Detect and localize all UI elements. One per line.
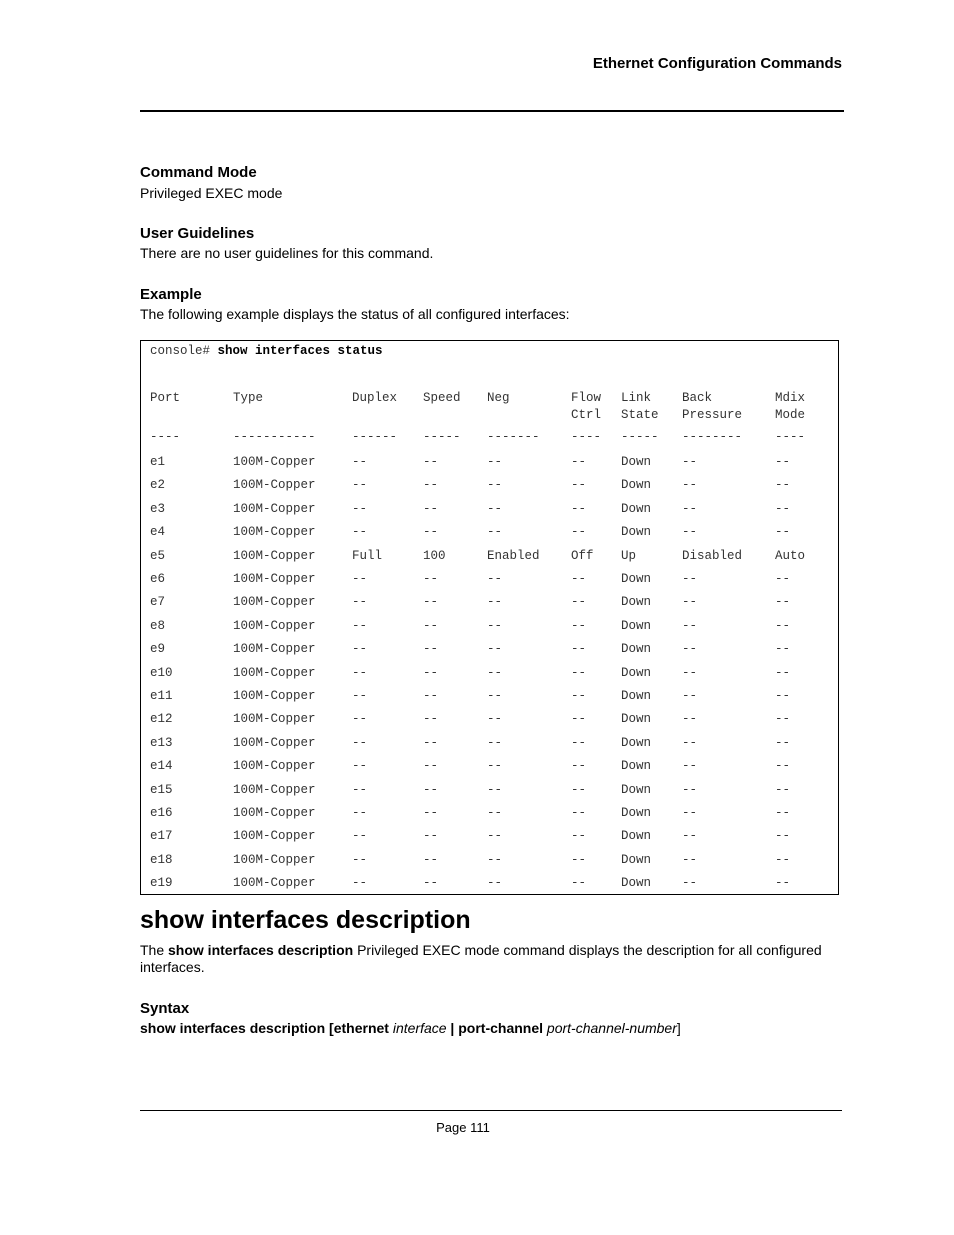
table-row-18-flow-ctrl: -- xyxy=(571,853,587,867)
table-row-18-back-pressure: -- xyxy=(682,853,698,867)
table-row-11-port: e11 xyxy=(150,689,173,703)
command-mode-text: Privileged EXEC mode xyxy=(140,185,283,201)
table-row-4-neg: -- xyxy=(487,525,503,539)
syntax-keyword: show interfaces description [ethernet xyxy=(140,1020,393,1036)
table-row-19-neg: -- xyxy=(487,876,503,890)
table-row-12-mdix-mode: -- xyxy=(775,712,791,726)
table-row-16-type: 100M-Copper xyxy=(233,806,316,820)
table-row-12-speed: -- xyxy=(423,712,439,726)
table-row-18-port: e18 xyxy=(150,853,173,867)
table-row-9-flow-ctrl: -- xyxy=(571,642,587,656)
table-row-19-flow-ctrl: -- xyxy=(571,876,587,890)
table-row-14-neg: -- xyxy=(487,759,503,773)
table-row-5-speed: 100 xyxy=(423,549,446,563)
table-row-7-speed: -- xyxy=(423,595,439,609)
table-row-15-back-pressure: -- xyxy=(682,783,698,797)
table-row-7-back-pressure: -- xyxy=(682,595,698,609)
header-line1-duplex: Duplex xyxy=(352,391,398,405)
user-guidelines-text: There are no user guidelines for this command. xyxy=(140,245,434,261)
page-number: Page 111 xyxy=(436,1120,490,1135)
table-row-3-neg: -- xyxy=(487,502,503,516)
table-row-2-neg: -- xyxy=(487,478,503,492)
table-row-8-duplex: -- xyxy=(352,619,368,633)
example-text: The following example displays the status of all configured interfaces: xyxy=(140,306,570,322)
table-row-15-mdix-mode: -- xyxy=(775,783,791,797)
command-line xyxy=(150,344,383,358)
table-row-15-link-state: Down xyxy=(621,783,652,797)
user-guidelines-heading: User Guidelines xyxy=(140,225,255,242)
header-line2-back-pressure: Pressure xyxy=(682,408,743,422)
table-row-10-neg: -- xyxy=(487,666,503,680)
table-row-9-neg: -- xyxy=(487,642,503,656)
separator-mdix-mode: ---- xyxy=(775,430,806,444)
table-row-3-flow-ctrl: -- xyxy=(571,502,587,516)
table-row-7-link-state: Down xyxy=(621,595,652,609)
table-row-19-link-state: Down xyxy=(621,876,652,890)
table-row-12-back-pressure: -- xyxy=(682,712,698,726)
table-row-6-type: 100M-Copper xyxy=(233,572,316,586)
table-row-12-flow-ctrl: -- xyxy=(571,712,587,726)
table-row-16-link-state: Down xyxy=(621,806,652,820)
table-row-19-speed: -- xyxy=(423,876,439,890)
table-row-6-speed: -- xyxy=(423,572,439,586)
table-row-14-link-state: Down xyxy=(621,759,652,773)
table-row-17-mdix-mode: -- xyxy=(775,829,791,843)
table-row-19-type: 100M-Copper xyxy=(233,876,316,890)
table-row-10-mdix-mode: -- xyxy=(775,666,791,680)
section-description xyxy=(140,942,840,976)
table-row-8-neg: -- xyxy=(487,619,503,633)
table-row-10-port: e10 xyxy=(150,666,173,680)
table-row-1-flow-ctrl: -- xyxy=(571,455,587,469)
table-row-17-duplex: -- xyxy=(352,829,368,843)
table-row-14-type: 100M-Copper xyxy=(233,759,316,773)
table-row-11-back-pressure: -- xyxy=(682,689,698,703)
table-row-6-duplex: -- xyxy=(352,572,368,586)
table-row-13-type: 100M-Copper xyxy=(233,736,316,750)
table-row-18-speed: -- xyxy=(423,853,439,867)
table-row-13-mdix-mode: -- xyxy=(775,736,791,750)
table-row-6-flow-ctrl: -- xyxy=(571,572,587,586)
table-row-9-type: 100M-Copper xyxy=(233,642,316,656)
table-row-13-speed: -- xyxy=(423,736,439,750)
table-row-3-port: e3 xyxy=(150,502,166,516)
command-mode-heading: Command Mode xyxy=(140,164,257,181)
table-row-14-mdix-mode: -- xyxy=(775,759,791,773)
table-row-1-port: e1 xyxy=(150,455,166,469)
table-row-6-back-pressure: -- xyxy=(682,572,698,586)
syntax-separator: | xyxy=(446,1020,459,1036)
table-row-4-back-pressure: -- xyxy=(682,525,698,539)
table-row-13-duplex: -- xyxy=(352,736,368,750)
table-row-14-speed: -- xyxy=(423,759,439,773)
running-header: Ethernet Configuration Commands xyxy=(592,55,842,72)
table-row-4-speed: -- xyxy=(423,525,439,539)
code-example-box xyxy=(140,340,839,895)
table-row-14-port: e14 xyxy=(150,759,173,773)
table-row-18-neg: -- xyxy=(487,853,503,867)
desc-prefix: The xyxy=(140,942,169,958)
table-row-15-flow-ctrl: -- xyxy=(571,783,587,797)
header-line1-type: Type xyxy=(233,391,264,405)
table-row-8-mdix-mode: -- xyxy=(775,619,791,633)
table-row-10-back-pressure: -- xyxy=(682,666,698,680)
separator-link-state: ----- xyxy=(621,430,659,444)
table-row-5-duplex: Full xyxy=(352,549,383,563)
header-line1-neg: Neg xyxy=(487,391,510,405)
table-row-5-type: 100M-Copper xyxy=(233,549,316,563)
separator-duplex: ------ xyxy=(352,430,398,444)
section-title: show interfaces description xyxy=(140,906,471,934)
table-row-2-mdix-mode: -- xyxy=(775,478,791,492)
table-row-19-mdix-mode: -- xyxy=(775,876,791,890)
table-row-4-link-state: Down xyxy=(621,525,652,539)
table-row-2-type: 100M-Copper xyxy=(233,478,316,492)
syntax-close-bracket: ] xyxy=(676,1020,681,1036)
table-row-9-link-state: Down xyxy=(621,642,652,656)
table-row-3-duplex: -- xyxy=(352,502,368,516)
table-row-16-neg: -- xyxy=(487,806,503,820)
table-row-4-mdix-mode: -- xyxy=(775,525,791,539)
table-row-13-port: e13 xyxy=(150,736,173,750)
table-row-17-back-pressure: -- xyxy=(682,829,698,843)
table-row-14-flow-ctrl: -- xyxy=(571,759,587,773)
table-row-6-link-state: Down xyxy=(621,572,652,586)
table-row-4-duplex: -- xyxy=(352,525,368,539)
table-row-6-mdix-mode: -- xyxy=(775,572,791,586)
table-row-16-mdix-mode: -- xyxy=(775,806,791,820)
table-row-17-link-state: Down xyxy=(621,829,652,843)
separator-neg: ------- xyxy=(487,430,540,444)
table-row-18-link-state: Down xyxy=(621,853,652,867)
table-row-13-link-state: Down xyxy=(621,736,652,750)
table-row-11-neg: -- xyxy=(487,689,503,703)
header-line1-port: Port xyxy=(150,391,181,405)
table-row-16-back-pressure: -- xyxy=(682,806,698,820)
table-row-7-neg: -- xyxy=(487,595,503,609)
table-row-16-port: e16 xyxy=(150,806,173,820)
table-row-4-port: e4 xyxy=(150,525,166,539)
table-row-8-flow-ctrl: -- xyxy=(571,619,587,633)
table-row-2-back-pressure: -- xyxy=(682,478,698,492)
table-row-19-back-pressure: -- xyxy=(682,876,698,890)
table-row-5-neg: Enabled xyxy=(487,549,540,563)
table-row-16-speed: -- xyxy=(423,806,439,820)
table-row-19-duplex: -- xyxy=(352,876,368,890)
table-row-10-duplex: -- xyxy=(352,666,368,680)
footer-divider xyxy=(140,1110,842,1111)
table-row-2-flow-ctrl: -- xyxy=(571,478,587,492)
table-row-2-duplex: -- xyxy=(352,478,368,492)
table-row-9-back-pressure: -- xyxy=(682,642,698,656)
table-row-18-mdix-mode: -- xyxy=(775,853,791,867)
table-row-8-link-state: Down xyxy=(621,619,652,633)
table-row-3-type: 100M-Copper xyxy=(233,502,316,516)
table-row-6-neg: -- xyxy=(487,572,503,586)
command-text: show interfaces status xyxy=(217,344,383,358)
table-row-9-port: e9 xyxy=(150,642,166,656)
table-row-7-flow-ctrl: -- xyxy=(571,595,587,609)
table-row-1-back-pressure: -- xyxy=(682,455,698,469)
table-row-3-link-state: Down xyxy=(621,502,652,516)
table-row-4-flow-ctrl: -- xyxy=(571,525,587,539)
table-row-2-link-state: Down xyxy=(621,478,652,492)
table-row-19-port: e19 xyxy=(150,876,173,890)
syntax-param-port-channel-number: port-channel-number xyxy=(546,1020,677,1036)
table-row-1-neg: -- xyxy=(487,455,503,469)
syntax-keyword-port-channel: port-channel xyxy=(458,1020,547,1036)
header-line1-link-state: Link xyxy=(621,391,652,405)
table-row-10-link-state: Down xyxy=(621,666,652,680)
table-row-5-link-state: Up xyxy=(621,549,637,563)
table-row-12-duplex: -- xyxy=(352,712,368,726)
separator-flow-ctrl: ---- xyxy=(571,430,602,444)
table-row-12-neg: -- xyxy=(487,712,503,726)
header-line1-back-pressure: Back xyxy=(682,391,713,405)
table-row-10-type: 100M-Copper xyxy=(233,666,316,680)
table-row-15-type: 100M-Copper xyxy=(233,783,316,797)
table-row-5-flow-ctrl: Off xyxy=(571,549,594,563)
table-row-18-type: 100M-Copper xyxy=(233,853,316,867)
table-row-11-speed: -- xyxy=(423,689,439,703)
table-row-6-port: e6 xyxy=(150,572,166,586)
table-row-17-port: e17 xyxy=(150,829,173,843)
table-row-14-duplex: -- xyxy=(352,759,368,773)
table-row-5-back-pressure: Disabled xyxy=(682,549,743,563)
header-line1-speed: Speed xyxy=(423,391,461,405)
table-row-11-duplex: -- xyxy=(352,689,368,703)
table-row-13-flow-ctrl: -- xyxy=(571,736,587,750)
table-row-1-type: 100M-Copper xyxy=(233,455,316,469)
table-row-18-duplex: -- xyxy=(352,853,368,867)
syntax-line xyxy=(140,1020,681,1036)
table-row-2-port: e2 xyxy=(150,478,166,492)
table-row-11-link-state: Down xyxy=(621,689,652,703)
desc-rest: Privileged EXEC mode command displays the description for all configured interfaces. xyxy=(140,942,822,975)
table-row-7-type: 100M-Copper xyxy=(233,595,316,609)
syntax-heading: Syntax xyxy=(140,1000,190,1017)
table-row-2-speed: -- xyxy=(423,478,439,492)
desc-command: show interfaces description xyxy=(168,942,354,958)
header-line1-mdix-mode: Mdix xyxy=(775,391,806,405)
table-row-15-neg: -- xyxy=(487,783,503,797)
table-row-7-port: e7 xyxy=(150,595,166,609)
table-row-4-type: 100M-Copper xyxy=(233,525,316,539)
table-row-17-flow-ctrl: -- xyxy=(571,829,587,843)
table-row-1-link-state: Down xyxy=(621,455,652,469)
table-row-7-duplex: -- xyxy=(352,595,368,609)
table-row-12-link-state: Down xyxy=(621,712,652,726)
table-row-17-type: 100M-Copper xyxy=(233,829,316,843)
table-row-8-speed: -- xyxy=(423,619,439,633)
table-row-16-flow-ctrl: -- xyxy=(571,806,587,820)
example-heading: Example xyxy=(140,286,202,303)
table-row-12-port: e12 xyxy=(150,712,173,726)
table-row-8-type: 100M-Copper xyxy=(233,619,316,633)
table-row-17-neg: -- xyxy=(487,829,503,843)
table-row-13-neg: -- xyxy=(487,736,503,750)
table-row-3-mdix-mode: -- xyxy=(775,502,791,516)
table-row-14-back-pressure: -- xyxy=(682,759,698,773)
header-divider xyxy=(140,110,844,112)
table-row-1-duplex: -- xyxy=(352,455,368,469)
table-row-9-mdix-mode: -- xyxy=(775,642,791,656)
table-row-15-speed: -- xyxy=(423,783,439,797)
table-row-15-port: e15 xyxy=(150,783,173,797)
header-line2-flow-ctrl: Ctrl xyxy=(571,408,602,422)
header-line2-link-state: State xyxy=(621,408,659,422)
separator-port: ---- xyxy=(150,430,181,444)
table-row-10-speed: -- xyxy=(423,666,439,680)
table-row-8-back-pressure: -- xyxy=(682,619,698,633)
table-row-11-flow-ctrl: -- xyxy=(571,689,587,703)
table-row-9-speed: -- xyxy=(423,642,439,656)
header-line2-mdix-mode: Mode xyxy=(775,408,806,422)
table-row-11-mdix-mode: -- xyxy=(775,689,791,703)
separator-type: ----------- xyxy=(233,430,316,444)
table-row-1-mdix-mode: -- xyxy=(775,455,791,469)
table-row-7-mdix-mode: -- xyxy=(775,595,791,609)
table-row-9-duplex: -- xyxy=(352,642,368,656)
table-row-8-port: e8 xyxy=(150,619,166,633)
table-row-5-port: e5 xyxy=(150,549,166,563)
table-row-17-speed: -- xyxy=(423,829,439,843)
table-row-3-back-pressure: -- xyxy=(682,502,698,516)
table-row-5-mdix-mode: Auto xyxy=(775,549,806,563)
table-row-10-flow-ctrl: -- xyxy=(571,666,587,680)
separator-speed: ----- xyxy=(423,430,461,444)
separator-back-pressure: -------- xyxy=(682,430,743,444)
console-prompt: console# xyxy=(150,344,218,358)
table-row-16-duplex: -- xyxy=(352,806,368,820)
table-row-11-type: 100M-Copper xyxy=(233,689,316,703)
table-row-15-duplex: -- xyxy=(352,783,368,797)
table-row-12-type: 100M-Copper xyxy=(233,712,316,726)
header-line1-flow-ctrl: Flow xyxy=(571,391,602,405)
syntax-param-interface: interface xyxy=(392,1020,447,1036)
table-row-13-back-pressure: -- xyxy=(682,736,698,750)
table-row-3-speed: -- xyxy=(423,502,439,516)
table-row-1-speed: -- xyxy=(423,455,439,469)
